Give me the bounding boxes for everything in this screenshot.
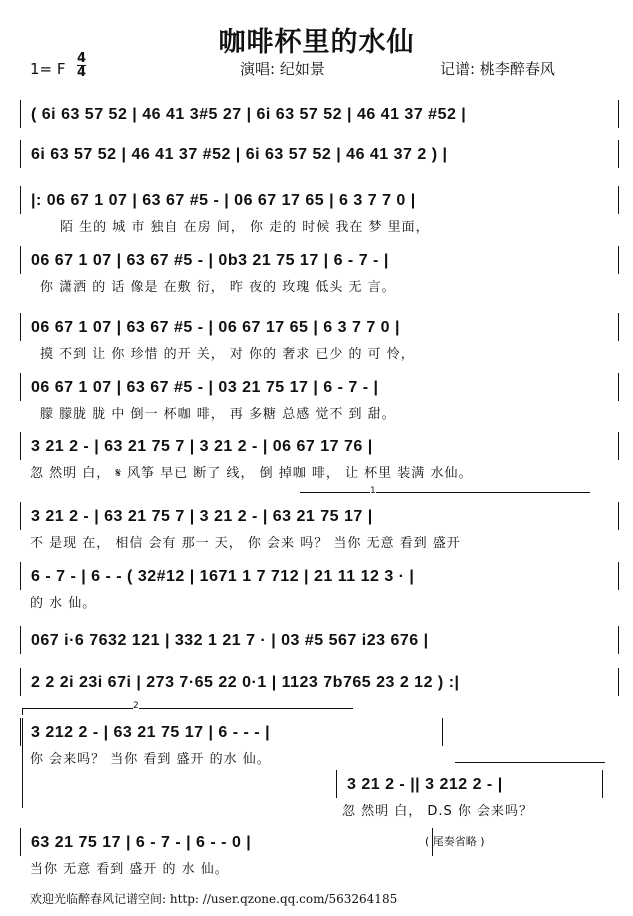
lyric-line: 当你 无意 看到 盛开 的 水 仙。 (30, 862, 229, 877)
score-row-9 (20, 562, 619, 611)
singer-credit: 演唱: 纪如景 (240, 60, 325, 78)
lyric-line: 的 水 仙。 (30, 596, 97, 611)
notation-line: 3 21 2 - | 63 21 75 7 | 3 21 2 - | 63 21 75 17 | (20, 502, 619, 530)
score-row-8 (20, 502, 619, 551)
time-signature (77, 52, 86, 79)
lyric-line: 不 是现 在， 相信 会有 那一 天， 你 会来 吗？ 当你 无意 看到 盛开 (30, 536, 461, 551)
volta-1-bracket (300, 486, 590, 496)
volta-1-label: 1 (370, 486, 376, 496)
score-row-2 (20, 140, 619, 168)
score-row-6 (20, 373, 619, 422)
notator-credit: 记谱: 桃李醉春风 (440, 60, 555, 78)
score-row-1 (20, 100, 619, 128)
score-row-10 (20, 626, 619, 654)
notation-line: 3 21 2 - | 63 21 75 7 | 3 21 2 - | 06 67 17 76 | (20, 432, 619, 460)
notation-line: 6 - 7 - | 6 - - ( 32#12 | 1671 1 7 712 | 21 11 12 3 · | (20, 562, 619, 590)
lyric-line: 陌 生的 城 市 独自 在房 间， 你 走的 时候 我在 梦 里面， (60, 220, 430, 235)
score-row-12 (20, 718, 443, 767)
notation-line: 06 67 1 07 | 63 67 #5 - | 03 21 75 17 | 6 - 7 - | (20, 373, 619, 401)
lyric-line: 你 潇洒 的 话 像是 在敷 衍， 昨 夜的 玫瑰 低头 无 言。 (40, 280, 396, 295)
score-row-14 (20, 828, 433, 877)
outro-omitted-note: ( 尾奏省略 ) (425, 835, 485, 848)
song-title: 咖啡杯里的水仙 (218, 27, 415, 58)
notation-line: 3 212 2 - | 63 21 75 17 | 6 - - - | (20, 718, 443, 746)
lyric-line: 摸 不到 让 你 珍惜 的开 关， 对 你的 奢求 已少 的 可 怜， (40, 347, 415, 362)
notation-line: 06 67 1 07 | 63 67 #5 - | 0b3 21 75 17 | 6 - 7 - | (20, 246, 619, 274)
key-signature: 1= F (30, 60, 66, 78)
volta-2-side-line (22, 718, 23, 808)
footer-credit: 欢迎光临醉春风记谱空间: http: //user.qzone.qq.com/563264185 (30, 892, 398, 906)
notation-line: ( 6i 63 57 52 | 46 41 3#5 27 | 6i 63 57 52 | 46 41 37 #52 | (20, 100, 619, 128)
score-row-3 (20, 186, 619, 235)
notation-line: 63 21 75 17 | 6 - 7 - | 6 - - 0 | (20, 828, 433, 856)
coda-bracket (455, 762, 605, 769)
notation-line: |: 06 67 1 07 | 63 67 #5 - | 06 67 17 65 | 6 3 7 7 0 | (20, 186, 619, 214)
score-row-11 (20, 668, 619, 696)
lyric-line: 忽 然明 白， 𝄋 风筝 早已 断了 线， 倒 掉咖 啡， 让 杯里 装满 水仙。 (30, 466, 473, 481)
score-row-7 (20, 432, 619, 481)
volta-2-label: 2 (133, 701, 139, 711)
score-row-13 (336, 770, 603, 819)
notation-line: 3 21 2 - || 3 212 2 - | (336, 770, 603, 798)
notation-line: 6i 63 57 52 | 46 41 37 #52 | 6i 63 57 52 | 46 41 37 2 ) | (20, 140, 619, 168)
score-row-4 (20, 246, 619, 295)
notation-line: 06 67 1 07 | 63 67 #5 - | 06 67 17 65 | 6 3 7 7 0 | (20, 313, 619, 341)
notation-line: 2 2 2i 23i 67i | 273 7·65 22 0·1 | 1123 7b765 23 2 12 ) :| (20, 668, 619, 696)
lyric-line: 你 会来吗？ 当你 看到 盛开 的水 仙。 (30, 752, 271, 767)
score-row-5 (20, 313, 619, 362)
notation-line: 067 i·6 7632 121 | 332 1 21 7 · | 03 #5 567 i23 676 | (20, 626, 619, 654)
lyric-line: 朦 朦胧 胧 中 倒一 杯咖 啡， 再 多糖 总感 觉不 到 甜。 (40, 407, 396, 422)
volta-2-bracket (22, 701, 353, 715)
time-signature-bottom: 4 (77, 65, 87, 80)
time-signature-top: 4 (77, 51, 87, 66)
lyric-line: 忽 然明 白， D.S 你 会来吗？ (342, 804, 534, 819)
